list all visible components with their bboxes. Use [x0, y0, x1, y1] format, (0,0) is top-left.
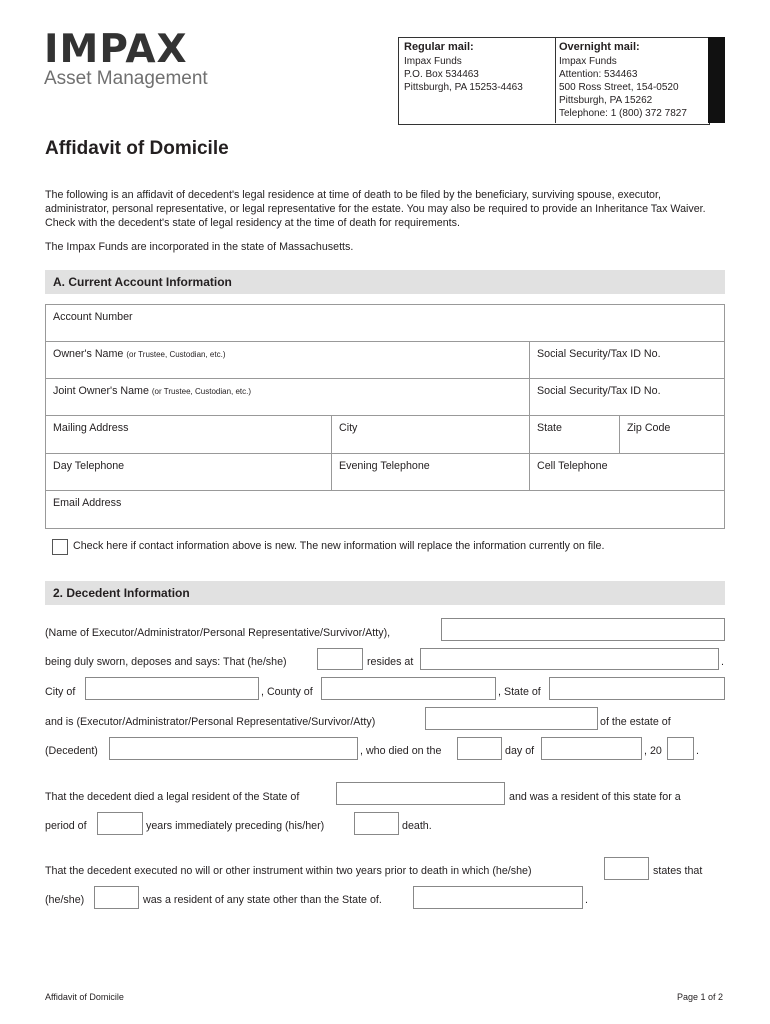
- overnight-mail-heading: Overnight mail:: [559, 41, 640, 53]
- cell-telephone-label: Cell Telephone: [537, 460, 608, 472]
- death-label: death.: [402, 820, 432, 832]
- no-will-label: That the decedent executed no will or other instrument within two years prior to death in which (he/she): [45, 865, 532, 877]
- residence-address-input[interactable]: [420, 648, 719, 670]
- no-will-he-she-input[interactable]: [604, 857, 649, 880]
- address-divider: [555, 37, 556, 123]
- zip-code-label: Zip Code: [627, 422, 671, 434]
- regular-mail-heading: Regular mail:: [404, 41, 474, 53]
- city-field[interactable]: [332, 416, 529, 453]
- overnight-mail-block: [559, 41, 687, 120]
- years-input[interactable]: [97, 812, 143, 835]
- page-title: Affidavit of Domicile: [45, 138, 229, 159]
- death-day-input[interactable]: [457, 737, 502, 760]
- account-number-label: Account Number: [53, 311, 133, 323]
- owner-name-label: [53, 348, 225, 360]
- he-she-label: (he/she): [45, 894, 85, 906]
- resides-at-label: resides at: [367, 656, 414, 668]
- owner-name-note: (or Trustee, Custodian, etc.): [126, 350, 226, 359]
- city-of-input[interactable]: [85, 677, 259, 700]
- state-label: State: [537, 422, 562, 434]
- overnight-mail-line: Telephone: 1 (800) 372 7827: [559, 108, 687, 119]
- day-telephone-label: Day Telephone: [53, 460, 125, 472]
- overnight-mail-line: Impax Funds: [559, 56, 617, 67]
- overnight-mail-line: 500 Ross Street, 154-0520: [559, 82, 679, 93]
- regular-mail-line: Impax Funds: [404, 56, 462, 67]
- contact-info-new-checkbox[interactable]: [52, 539, 68, 555]
- year-prefix-label: , 20: [644, 745, 662, 757]
- state-of-input[interactable]: [549, 677, 725, 700]
- joint-owner-name-note: (or Trustee, Custodian, etc.): [151, 387, 252, 396]
- overnight-mail-line: Pittsburgh, PA 15262: [559, 95, 653, 106]
- death-month-input[interactable]: [541, 737, 642, 760]
- incorporation-note: The Impax Funds are incorporated in the state of Massachusetts.: [45, 241, 354, 253]
- state-of-label: , State of: [498, 686, 541, 698]
- account-number-field[interactable]: [46, 305, 724, 341]
- states-that-label: states that: [653, 865, 703, 877]
- and-is-label: and is (Executor/Administrator/Personal Representative/Survivor/Atty): [45, 716, 376, 728]
- regular-mail-line: P.O. Box 534463: [404, 69, 479, 80]
- death-year-input[interactable]: [667, 737, 694, 760]
- city-of-label: City of: [45, 686, 76, 698]
- role-input[interactable]: [425, 707, 598, 730]
- contact-info-new-label: Check here if contact information above is new. The new information will replace the information currently on file.: [73, 540, 605, 552]
- decedent-name-input[interactable]: [109, 737, 358, 760]
- of-estate-label: of the estate of: [600, 716, 671, 728]
- joint-owner-name-text: Joint Owner's Name: [53, 385, 149, 397]
- resident-period-label: and was a resident of this state for a: [509, 791, 681, 803]
- owner-name-text: Owner's Name: [53, 348, 124, 360]
- other-state-label: was a resident of any state other than the State of.: [143, 894, 382, 906]
- legal-resident-state-input[interactable]: [336, 782, 505, 805]
- day-of-label: day of: [505, 745, 535, 757]
- overnight-mail-line: Attention: 534463: [559, 69, 638, 80]
- evening-telephone-label: Evening Telephone: [339, 460, 430, 472]
- email-address-field[interactable]: [46, 491, 724, 528]
- county-of-label: , County of: [261, 686, 313, 698]
- period-of-label: period of: [45, 820, 87, 832]
- footer-title: Affidavit of Domicile: [45, 992, 124, 1002]
- decedent-label: (Decedent): [45, 745, 98, 757]
- page-number: Page 1 of 2: [677, 992, 724, 1002]
- mailing-address-label: Mailing Address: [53, 422, 129, 434]
- executor-name-label: (Name of Executor/Administrator/Personal Representative/Survivor/Atty),: [45, 627, 391, 639]
- he-she-input[interactable]: [317, 648, 363, 670]
- section-a-header: [45, 270, 725, 294]
- logo-subtitle: Asset Management: [44, 68, 208, 89]
- was-resident-he-she-input[interactable]: [94, 886, 139, 909]
- period-mark: .: [721, 656, 724, 668]
- duly-sworn-label: being duly sworn, deposes and says: That (he/she): [45, 656, 287, 668]
- section-2-title: 2. Decedent Information: [53, 586, 190, 600]
- county-of-input[interactable]: [321, 677, 496, 700]
- address-accent-bar: [708, 37, 725, 123]
- section-2-header: [45, 581, 725, 605]
- email-address-label: Email Address: [53, 497, 122, 509]
- regular-mail-block: [404, 41, 523, 94]
- intro-paragraph: The following is an affidavit of decedent's legal residence at time of death to be filed by the beneficiary, surviving spouse, executor, administrator, personal representative, or legal representative for the estate. You may also be required to provide an Inheritance Tax Waiver. Check with the decedent's state of legal residency at the time of death for requirements.: [45, 189, 706, 229]
- his-her-input[interactable]: [354, 812, 399, 835]
- city-label: City: [339, 422, 358, 434]
- logo-wordmark: IMPAX: [44, 27, 188, 72]
- joint-owner-name-label: [53, 385, 251, 397]
- owner-ssn-label: Social Security/Tax ID No.: [537, 348, 661, 360]
- period-mark: .: [585, 894, 588, 906]
- section-a-title: A. Current Account Information: [53, 275, 232, 289]
- period-mark: .: [696, 745, 699, 757]
- joint-owner-ssn-label: Social Security/Tax ID No.: [537, 385, 661, 397]
- legal-resident-label: That the decedent died a legal resident of the State of: [45, 791, 300, 803]
- executor-name-input[interactable]: [441, 618, 725, 641]
- other-state-input[interactable]: [413, 886, 583, 909]
- years-preceding-label: years immediately preceding (his/her): [146, 820, 325, 832]
- who-died-label: , who died on the: [360, 745, 442, 757]
- regular-mail-line: Pittsburgh, PA 15253-4463: [404, 82, 523, 93]
